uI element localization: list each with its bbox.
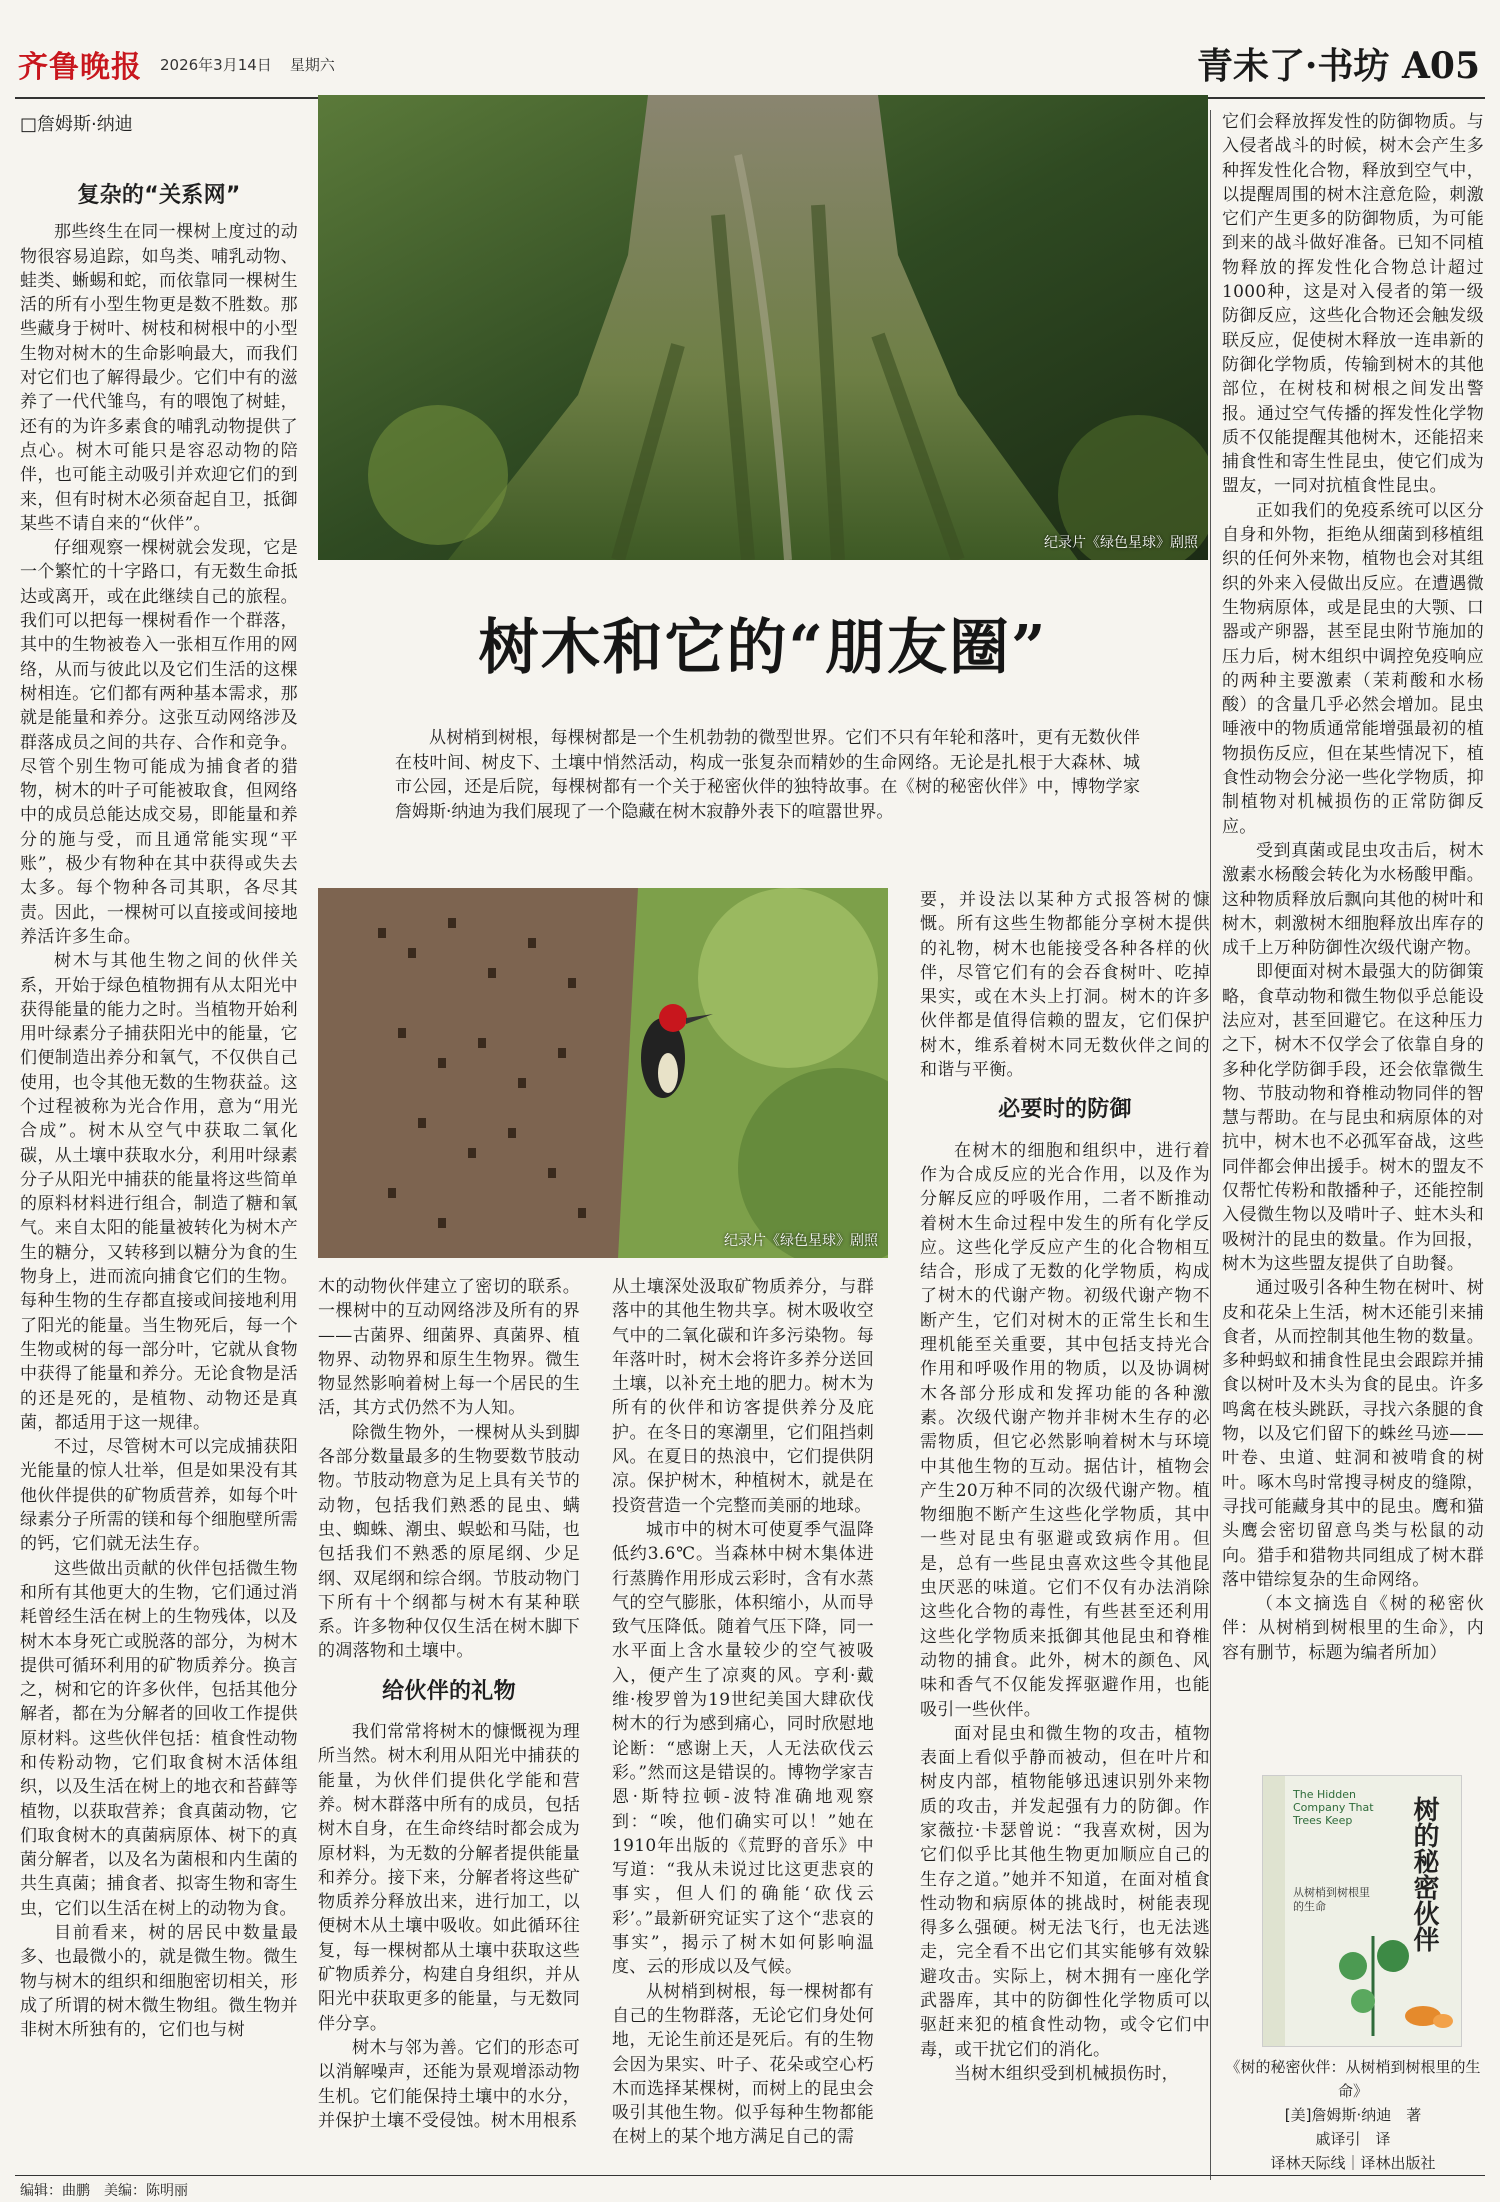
paragraph: 从土壤深处汲取矿物质养分，与群落中的其他生物共享。树木吸收空气中的二氧化碳和许多污染物。每年落叶时，树木会将许多养分送回土壤，以补充土地的肥力。树木为所有的伙伴和访客提供养分及庇护。在冬日的寒潮里，它们阻挡刺风。在夏日的热浪中，它们提供阴凉。保护树木，种植树木，就是在投资营造一个完整而美丽的地球。	[612, 1277, 874, 1516]
photo-caption: 纪录片《绿色星球》剧照	[1044, 535, 1198, 551]
column-3	[612, 1275, 874, 2170]
paragraph: 树木与其他生物之间的伙伴关系，开始于绿色植物拥有从太阳光中获得能量的能力之时。当植物开始利用叶绿素分子捕获阳光中的能量，它们便制造出养分和氧气，不仅供自己使用，也令其他无数的生物获益。这个过程被称为光合作用，意为“用光合成”。树木从空气中获取二氧化碳，从土壤中获取水分，利用叶绿素分子从阳光中捕获的能量将这些简单的原料材料进行组合，制造了糖和氧气。来自太阳的能量被转化为树木产生的糖分，又转移到以糖分为食的生物身上，进而流向捕食它们的生物。每种生物的生存都直接或间接地利用了阳光的能量。当生物死后，每一个生物或树的每一部分叶，它就从食物中获得了能量和养分。无论食物是活的还是死的，是植物、动物还是真菌，都适用于这一规律。	[20, 951, 298, 1433]
footer-credits: 编辑：曲鹏 美编：陈明丽	[20, 2183, 188, 2199]
headline: 树木和它的“朋友圈”	[478, 613, 1048, 683]
paragraph: 城市中的树木可使夏季气温降低约3.6℃。当森林中树木集体进行蒸腾作用形成云彩时，含有水蒸气的空气膨胀，体积缩小，从而导致气压降低。随着气压下降，同一水平面上含水量较少的空气被吸入，便产生了凉爽的风。亨利·戴维·梭罗曾为19世纪美国大肆砍伐树木的行为感到痛心，同时欣慰地论断：“感谢上天，人无法砍伐云彩。”然而这是错误的。博物学家吉恩·斯特拉顿-波特准确地观察到：“唉，他们确实可以！”她在1910年出版的《荒野的音乐》中写道：“我从未说过比这更悲哀的事实，但人们的确能‘砍伐云彩’。”最新研究证实了这个“悲哀的事实”，揭示了树木如何影响温度、云的形成以及气候。	[612, 1519, 874, 1978]
column-1	[20, 178, 298, 2168]
column-2	[318, 1275, 580, 2170]
subhead-gifts: 给伙伴的礼物	[382, 1678, 516, 1704]
photo-caption: 纪录片《绿色星球》剧照	[724, 1233, 878, 1249]
book-cover	[1262, 1775, 1462, 2047]
paragraph: 要，并设法以某种方式报答树的慷慨。所有这些生物都能分享树木提供的礼物，树木也能接受各种各样的伙伴，尽管它们有的会吞食树叶、吃掉果实，或在木头上打洞。树木的许多伙伴都是值得信赖的盟友，它们保护树木，维系着树木同无数伙伴之间的和谐与平衡。	[920, 890, 1210, 1081]
lead-text: 从树梢到树根，每棵树都是一个生机勃勃的微型世界。它们不只有年轮和落叶，更有无数伙伴在枝叶间、树皮下、土壤中悄然活动，构成一张复杂而精妙的生命网络。无论是扎根于大森林、城市公园，还是后院，每棵树都有一个关于秘密伙伴的独特故事。在《树的秘密伙伴》中，博物学家詹姆斯·纳迪为我们展现了一个隐藏在树木寂静外表下的喧嚣世界。	[395, 728, 1140, 822]
paragraph: 它们会释放挥发性的防御物质。与入侵者战斗的时候，树木会产生多种挥发性化合物，释放到空气中，以提醒周围的树木注意危险，刺激它们产生更多的防御物质，为可能到来的战斗做好准备。已知不同植物释放的挥发性化合物总计超过1000种，这是对入侵者的第一级防御反应，这些化合物还会触发级联反应，促使树木释放一连串新的防御化学物质，传输到树木的其他部位，在树枝和树根之间发出警报。通过空气传播的挥发性化学物质不仅能提醒其他树木，还能招来捕食性和寄生性昆虫，使它们成为盟友，一同对抗植食性昆虫。	[1222, 112, 1484, 497]
woodpecker-photo	[318, 888, 888, 1258]
book-caption	[1222, 2055, 1484, 2175]
paragraph: 木的动物伙伴建立了密切的联系。一棵树中的互动网络涉及所有的界——古菌界、细菌界、真菌界、植物界、动物界和原生生物界。微生物显然影响着树上每一个居民的生活，其方式仍然不为人知。	[318, 1277, 580, 1419]
paragraph: 树木与邻为善。它们的形态可以消解噪声，还能为景观增添动物生机。它们能保持土壤中的水分，并保护土壤不受侵蚀。树木用根系	[318, 2037, 580, 2131]
book-caption-title: 《树的秘密伙伴：从树梢到树根里的生命》	[1225, 2058, 1481, 2100]
paragraph: 通过吸引各种生物在树叶、树皮和花朵上生活，树木还能引来捕食者，从而控制其他生物的数量。多种蚂蚁和捕食性昆虫会跟踪并捕食以树叶及木头为食的昆虫。许多鸣禽在枝头跳跃，寻找六条腿的食物，以及它们留下的蛛丝马迹——叶卷、虫道、蛀洞和被啃食的树叶。啄木鸟时常搜寻树皮的缝隙，寻找可能藏身其中的昆虫。鹰和猫头鹰会密切留意鸟类与松鼠的动向。猎手和猎物共同组成了树木群落中错综复杂的生命网络。	[1222, 1278, 1484, 1590]
paragraph: 这些做出贡献的伙伴包括微生物和所有其他更大的生物，它们通过消耗曾经生活在树上的生物残体，以及树木本身死亡或脱落的部分，为树木提供可循环利用的矿物质养分。换言之，树和它的许多伙伴，包括其他分解者，都在为分解者的回收工作提供原材料。这些伙伴包括：植食性动物和传粉动物，它们取食树木活体组织，以及生活在树上的地衣和苔藓等植物，以获取营养；食真菌动物，它们取食树木的真菌病原体、树下的真菌分解者，以及名为菌根和内生菌的共生真菌；捕食者、拟寄生物和寄生虫，它们以生活在树上的动物为食。	[20, 1558, 298, 1919]
book-cover-title: 树的秘密伙伴	[1409, 1796, 1439, 1952]
subhead-relationship-network: 复杂的“关系网”	[77, 183, 241, 208]
paragraph: 那些终生在同一棵树上度过的动物很容易追踪，如鸟类、哺乳动物、蛙类、蜥蜴和蛇，而依靠同一棵树生活的所有小型生物更是数不胜数。那些藏身于树叶、树枝和树根中的小型生物对树木的生命影响最大，而我们对它们也了解得最少。它们中有的滋养了一代代雏鸟，有的喂饱了树蛙，还有的为许多素食的哺乳动物提供了点心。树木可能只是容忍动物的陪伴，也可能主动吸引并欢迎它们的到来，但有时树木必须奋起自卫，抵御某些不请自来的“伙伴”。	[20, 222, 298, 534]
paragraph: 除微生物外，一棵树从头到脚各部分数量最多的生物要数节肢动物。节肢动物意为足上具有关节的动物，包括我们熟悉的昆虫、螨虫、蜘蛛、潮虫、蜈蚣和马陆，也包括我们不熟悉的原尾纲、少足纲、双尾纲和综合纲。节肢动物门下所有十个纲都与树木有某种联系。许多物种仅仅生活在树木脚下的凋落物和土壤中。	[318, 1422, 580, 1662]
book-cover-subtitle: 从树梢到树根里的生命	[1293, 1886, 1370, 1913]
footer-rule	[15, 2175, 1485, 2176]
column-4	[920, 888, 1210, 2170]
masthead	[18, 44, 335, 84]
subhead-defense: 必要时的防御	[998, 1097, 1132, 1123]
paragraph: 我们常常将树木的慷慨视为理所当然。树木利用从阳光中捕获的能量，为伙伴们提供化学能和营养。树木群落中所有的成员，包括树木自身，在生命终结时都会成为原材料，为无数的分解者提供能量和养分。接下来，分解者将这些矿物质养分释放出来，进行加工，以便树木从土壤中吸收。如此循环往复，每一棵树都从土壤中获取这些矿物质养分，构建自身组织，并从阳光中获取更多的能量，与无数同伴分享。	[318, 1722, 580, 2034]
book-caption-author: [美]詹姆斯·纳迪 著	[1284, 2106, 1422, 2124]
paragraph: 面对昆虫和微生物的攻击，植物表面上看似乎静而被动，但在叶片和树皮内部，植物能够迅速识别外来物质的攻击，并发起强有力的防御。作家薇拉·卡瑟曾说：“我喜欢树，因为它们似乎比其他生物更加顺应自己的生存之道。”她并不知道，在面对植食性动物和病原体的挑战时，树能表现得多么强硬。树无法飞行，也无法逃走，完全看不出它们其实能够有效躲避攻击。实际上，树木拥有一座化学武器库，其中的防御性化学物质可以驱赶来犯的植食性动物，或令它们中毒，或干扰它们的消化。	[920, 1723, 1210, 2060]
column-rule	[1210, 110, 1211, 2180]
paragraph: 仔细观察一棵树就会发现，它是一个繁忙的十字路口，有无数生命抵达或离开，或在此继续自己的旅程。我们可以把每一棵树看作一个群落，其中的生物被卷入一张相互作用的网络，从而与彼此以及它们生活的这棵树相连。它们都有两种基本需求，那就是能量和养分。这张互动网络涉及群落成员之间的共存、合作和竞争。尽管个别生物可能成为捕食者的猎物，树木的叶子可能被取食，但网络中的成员总能达成交易，即能量和养分的施与受，而且通常能实现“平账”，极少有物种在其中获得或失去太多。每个物种各司其职，各尽其责。因此，一棵树可以直接或间接地养活许多生命。	[20, 538, 298, 947]
tree-buttress-photo	[318, 95, 1208, 560]
section-name: 青未了·书坊	[1196, 45, 1390, 87]
paragraph: 在树木的细胞和组织中，进行着作为合成反应的光合作用，以及作为分解反应的呼吸作用，二者不断推动着树木生命过程中发生的所有化学反应。这些化学反应产生的化合物相互结合，形成了无数的化学物质，构成了树木的代谢产物。初级代谢产物不断产生，它们对树木的正常生长和生理机能至关重要，其中包括支持光合作用和呼吸作用的物质，以及协调树木各部分形成和发挥功能的各种激素。次级代谢产物并非树木生存的必需物质，但它必然影响着树木与环境中其他生物的互动。据估计，植物会产生20万种不同的次级代谢产物。植物细胞不断产生这些化学物质，其中一些对昆虫有驱避或致病作用。但是，总有一些昆虫喜欢这些令其他昆虫厌恶的味道。它们不仅有办法消除这些化合物的毒性，有些甚至还利用这些化学物质来抵御其他昆虫和脊椎动物的捕食。此外，树木的颜色、风味和香气不仅能发挥驱避作用，也能吸引一些伙伴。	[920, 1140, 1210, 1720]
paragraph: 正如我们的免疫系统可以区分自身和外物，拒绝从细菌到移植组织的任何外来物，植物也会对其组织的外来入侵做出反应。在遭遇微生物病原体，或是昆虫的大颚、口器或产卵器，甚至昆虫附节施加的压力后，树木组织中调控免疫响应的两种主要激素（茉莉酸和水杨酸）的含量几乎必然会增加。昆虫唾液中的物质通常能增强最初的植物损伤反应，但在某些情况下，植食性动物会分泌一些化学物质，抑制植物对机械损伤的正常防御反应。	[1222, 500, 1484, 837]
paragraph: 从树梢到树根，每一棵树都有自己的生物群落，无论它们身处何地，无论生前还是死后。有的生物会因为果实、叶子、花朵或空心朽木而选择某棵树，而树上的昆虫会吸引其他生物。似乎每种生物都能在树上的某个地方满足自己的需	[612, 1981, 874, 2148]
woodpecker-graphic	[318, 888, 888, 1258]
page-number: A05	[1401, 45, 1480, 87]
section-header	[1197, 38, 1480, 89]
issue-weekday: 星期六	[289, 55, 335, 74]
paper-logo: 齐鲁晚报	[18, 50, 142, 85]
book-cover-en-title: The Hidden Company That Trees Keep	[1293, 1788, 1374, 1827]
byline: □詹姆斯·纳迪	[20, 114, 133, 135]
book-caption-publisher: 译林天际线｜译林出版社	[1270, 2154, 1436, 2172]
book-caption-translator: 戚译引 译	[1315, 2130, 1391, 2148]
paragraph: 即便面对树木最强大的防御策略，食草动物和微生物似乎总能设法应对，甚至回避它。在这种压力之下，树木不仅学会了依靠自身的多种化学防御手段，还会依靠微生物、节肢动物和脊椎动物同伴的智慧与帮助。在与昆虫和病原体的对抗中，树木也不必孤军奋战，这些同伴都会伸出援手。树木的盟友不仅帮忙传粉和散播种子，还能控制入侵微生物以及啃叶子、蛀木头和吸树汁的昆虫的数量。作为回报，树木为这些盟友提供了自助餐。	[1222, 962, 1484, 1274]
paragraph: 当树木组织受到机械损伤时，	[954, 2063, 1179, 2084]
paragraph: 受到真菌或昆虫攻击后，树木激素水杨酸会转化为水杨酸甲酯。这种物质释放后飘向其他的树叶和树木，刺激树木细胞释放出库存的成千上万种防御性次级代谢产物。	[1222, 840, 1484, 959]
book-cover-illustration	[1293, 1926, 1453, 2036]
lead-paragraph	[395, 726, 1140, 824]
source-note: （本文摘选自《树的秘密伙伴：从树梢到树根里的生命》，内容有删节，标题为编者所加）	[1222, 1594, 1484, 1663]
paragraph: 目前看来，树的居民中数量最多、也最微小的，就是微生物。微生物与树木的组织和细胞密切相关，形成了所谓的树木微生物组。微生物并非树木所独有的，它们也与树	[20, 1923, 298, 2041]
issue-date: 2026年3月14日	[160, 55, 272, 74]
paragraph: 不过，尽管树木可以完成捕获阳光能量的惊人壮举，但是如果没有其他伙伴提供的矿物质营养，如每个叶绿素分子所需的镁和每个细胞壁所需的钙，它们就无法生存。	[20, 1437, 298, 1555]
tree-photo-graphic	[318, 95, 1208, 560]
column-5	[1222, 110, 1484, 1745]
